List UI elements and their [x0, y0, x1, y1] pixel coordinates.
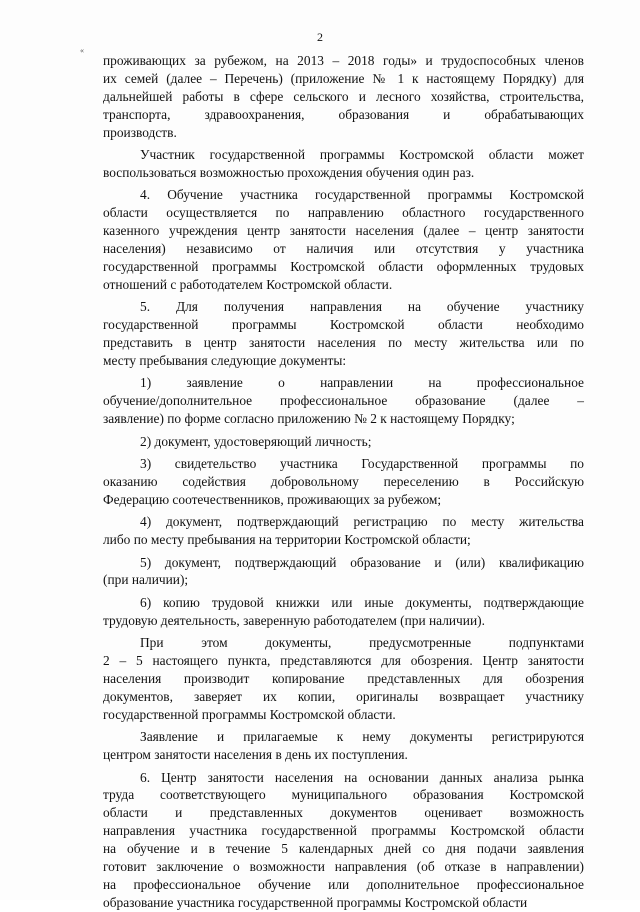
- paragraph-line: 6) копию трудовой книжки или иные документы, подтверждающие: [140, 594, 584, 610]
- margin-mark: «: [80, 46, 84, 55]
- paragraph-line: трудовую деятельность, заверенную работодателем (при наличии).: [103, 612, 485, 628]
- paragraph-line: на обучение и в течение 5 календарных дней со дня подачи заявления: [103, 841, 584, 857]
- paragraph-line: государственной программы Костромской области оформленных трудовых: [103, 258, 584, 274]
- paragraph-line: 2) документ, удостоверяющий личность;: [140, 433, 372, 449]
- paragraph-line: казенного учреждения центр занятости населения (далее – центр занятости: [103, 223, 584, 239]
- paragraph-line: 3) свидетельство участника Государственной программы по: [140, 456, 584, 472]
- paragraph-line: производств.: [103, 124, 177, 140]
- paragraph-line: 2 – 5 настоящего пункта, представляются для обозрения. Центр занятости: [103, 653, 584, 669]
- paragraph-line: При этом документы, предусмотренные подпунктами: [140, 635, 584, 651]
- document-body: [103, 52, 584, 912]
- paragraph-line: на профессиональное обучение или дополнительное профессиональное: [103, 876, 584, 892]
- paragraph-line: отношений с работодателем Костромской области.: [103, 276, 393, 292]
- paragraph-line: Участник государственной программы Костромской области может: [140, 147, 584, 163]
- paragraph-line: области и представленных документов оценивает возможность: [103, 805, 584, 821]
- paragraph-line: готовит заключение о возможности направления (об отказе в направлении): [103, 859, 584, 875]
- paragraph-line: их семей (далее – Перечень) (приложение № 1 к настоящему Порядку) для: [103, 70, 584, 86]
- paragraph-line: 4. Обучение участника государственной программы Костромской: [140, 187, 584, 203]
- paragraph-line: области осуществляется по направлению областного государственного: [103, 205, 584, 221]
- paragraph-line: образование участника государственной программы Костромской области: [103, 894, 528, 910]
- paragraph-line: государственной программы Костромской области необходимо: [103, 317, 584, 333]
- paragraph-line: 6. Центр занятости населения на основании данных анализа рынка: [140, 769, 584, 785]
- paragraph-line: направления участника государственной программы Костромской области: [103, 823, 584, 839]
- paragraph-line: представить в центр занятости населения по месту жительства или по: [103, 335, 584, 351]
- paragraph-line: проживающих за рубежом, на 2013 – 2018 годы» и трудоспособных членов: [103, 53, 584, 68]
- paragraph-line: центром занятости населения в день их поступления.: [103, 747, 408, 763]
- paragraph-line: (при наличии);: [103, 572, 189, 588]
- paragraph-line: 5. Для получения направления на обучение участнику: [140, 299, 584, 315]
- paragraph-line: месту пребывания следующие документы:: [103, 353, 347, 368]
- paragraph-line: либо по месту пребывания на территории Костромской области;: [103, 532, 471, 548]
- paragraph-line: обучение/дополнительное профессиональное образование (далее –: [103, 393, 584, 409]
- paragraph-line: населения) независимо от наличия или отсутствия у участника: [103, 241, 584, 257]
- paragraph-line: 4) документ, подтверждающий регистрацию по месту жительства: [140, 514, 584, 530]
- paragraph-line: труда соответствующего муниципального образования Костромской: [103, 787, 584, 803]
- paragraph-line: 5) документ, подтверждающий образование и (или) квалификацию: [140, 554, 584, 570]
- paragraph-line: дальнейшей работы в сфере сельского и лесного хозяйства, строительства,: [103, 88, 584, 104]
- paragraph-line: населения производит копирование представленных для обозрения: [103, 671, 584, 686]
- paragraph-line: документов, заверяет их копии, оригиналы возвращает участнику: [103, 688, 584, 704]
- paragraph-line: Заявление и прилагаемые к нему документы регистрируются: [140, 729, 584, 745]
- paragraph-line: Федерацию соотечественников, проживающих за рубежом;: [103, 491, 442, 507]
- page-number: 2: [317, 30, 323, 44]
- paragraph-line: транспорта, здравоохранения, образования и обрабатывающих: [103, 106, 584, 122]
- paragraph-line: государственной программы Костромской области.: [103, 706, 396, 722]
- paragraph-line: воспользоваться возможностью прохождения обучения один раз.: [103, 164, 475, 180]
- paragraph-line: 1) заявление о направлении на профессиональное: [140, 375, 584, 391]
- paragraph-line: оказанию содействия добровольному переселению в Российскую: [103, 473, 584, 489]
- paragraph-line: заявление) по форме согласно приложению № 2 к настоящему Порядку;: [103, 411, 515, 427]
